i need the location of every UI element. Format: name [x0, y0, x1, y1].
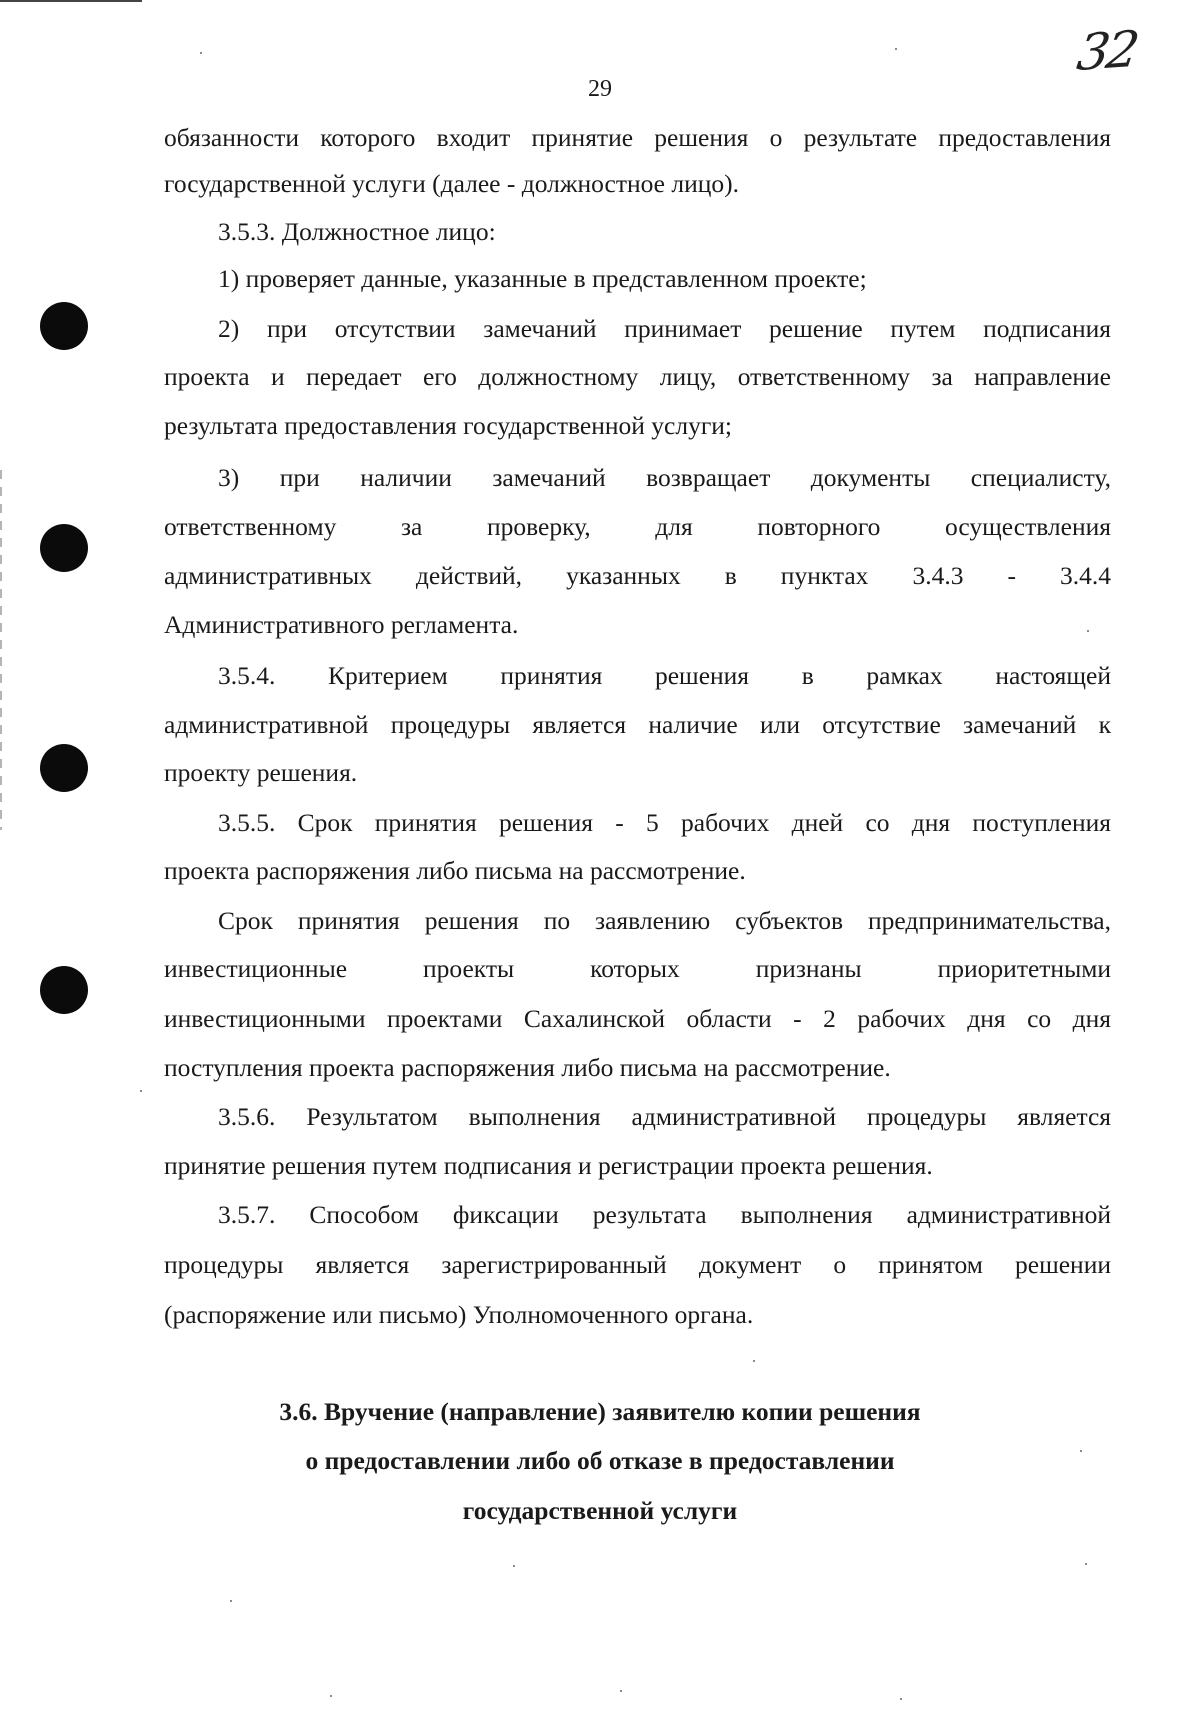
- scan-speck: [900, 1698, 902, 1700]
- punch-hole: [40, 524, 88, 572]
- scan-edge-line: [0, 0, 142, 2]
- handwritten-page-number: 32: [1073, 20, 1141, 82]
- scan-speck: [1080, 1450, 1082, 1452]
- scan-speck: [513, 1565, 515, 1567]
- section-heading-line: 3.6. Вручение (направление) заявителю копии решения: [279, 1397, 921, 1426]
- text-line: результата предоставления государственной услуги;: [164, 411, 733, 440]
- punch-hole: [40, 744, 88, 792]
- text-line: Административного регламента.: [164, 610, 519, 639]
- scan-edge-marks: [0, 470, 2, 830]
- text-line: 1) проверяет данные, указанные в представленном проекте;: [218, 264, 867, 293]
- text-line: 3.5.7. Способом фиксации результата выполнения административной: [218, 1200, 1111, 1229]
- text-line: Срок принятия решения по заявлению субъектов предпринимательства,: [218, 906, 1111, 935]
- punch-hole: [40, 302, 88, 350]
- text-line: государственной услуги (далее - должностное лицо).: [164, 169, 740, 198]
- text-line: проекта и передает его должностному лицу, ответственному за направление: [164, 362, 1111, 391]
- text-line: проекта распоряжения либо письма на рассмотрение.: [164, 856, 746, 885]
- scan-speck: [753, 1360, 755, 1362]
- text-line: 3.5.6. Результатом выполнения административной процедуры является: [218, 1102, 1111, 1131]
- text-line: процедуры является зарегистрированный документ о принятом решении: [164, 1250, 1111, 1279]
- scan-speck: [1087, 630, 1089, 632]
- text-line: 3.5.3. Должностное лицо:: [218, 217, 496, 246]
- section-heading-line: государственной услуги: [462, 1496, 738, 1525]
- punch-hole: [40, 966, 88, 1014]
- text-line: инвестиционные проекты которых признаны приоритетными: [164, 954, 1111, 983]
- scan-speck: [200, 52, 202, 54]
- text-line: поступления проекта распоряжения либо письма на рассмотрение.: [164, 1053, 891, 1082]
- text-line: проекту решения.: [164, 758, 358, 787]
- scan-speck: [230, 1600, 232, 1602]
- text-line: 3.5.5. Срок принятия решения - 5 рабочих дней со дня поступления: [218, 808, 1111, 837]
- text-line: 3) при наличии замечаний возвращает документы специалисту,: [218, 463, 1111, 492]
- text-line: инвестиционными проектами Сахалинской области - 2 рабочих дня со дня: [164, 1004, 1111, 1033]
- scan-speck: [1085, 1563, 1087, 1565]
- text-line: обязанности которого входит принятие решения о результате предоставления: [164, 123, 1111, 152]
- text-line: (распоряжение или письмо) Уполномоченного органа.: [164, 1300, 754, 1329]
- text-line: административных действий, указанных в пунктах 3.4.3 - 3.4.4: [164, 561, 1111, 590]
- scan-speck: [330, 1695, 332, 1697]
- text-line: 3.5.4. Критерием принятия решения в рамках настоящей: [218, 661, 1111, 690]
- text-line: ответственному за проверку, для повторного осуществления: [164, 512, 1111, 541]
- page-number: 29: [588, 76, 612, 102]
- scan-speck: [895, 48, 897, 50]
- text-line: административной процедуры является наличие или отсутствие замечаний к: [164, 710, 1111, 739]
- scan-speck: [140, 1090, 142, 1092]
- text-line: принятие решения путем подписания и регистрации проекта решения.: [164, 1151, 933, 1180]
- scan-speck: [620, 1690, 622, 1692]
- text-line: 2) при отсутствии замечаний принимает решение путем подписания: [218, 314, 1111, 343]
- section-heading-line: о предоставлении либо об отказе в предоставлении: [305, 1446, 895, 1475]
